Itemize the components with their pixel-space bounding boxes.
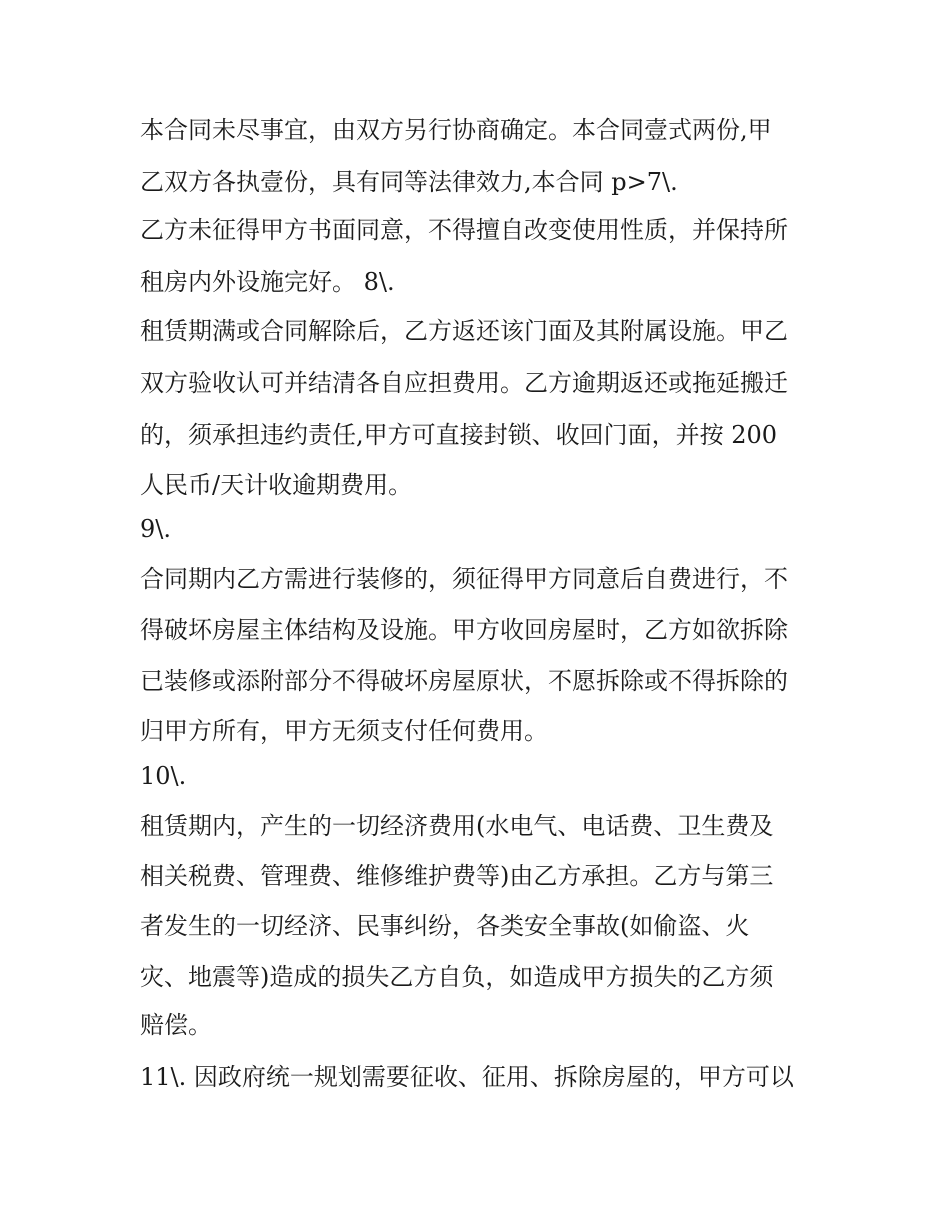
- text-line-20: 11\. 因政府统一规划需要征收、征用、拆除房屋的，甲方可以: [140, 1063, 794, 1091]
- text-line-19: 赔偿。: [140, 1011, 212, 1039]
- text-line-5: 租赁期满或合同解除后，乙方返还该门面及其附属设施。甲乙: [140, 317, 788, 345]
- text-line-1: 本合同未尽事宜，由双方另行协商确定。本合同壹式两份,甲: [140, 116, 772, 144]
- text-line-6: 双方验收认可并结清各自应担费用。乙方逾期返还或拖延搬迁: [140, 369, 788, 397]
- text-line-14: 10\.: [140, 762, 187, 790]
- text-line-7: 的，须承担违约责任,甲方可直接封锁、收回门面，并按 200: [140, 421, 778, 449]
- text-line-17: 者发生的一切经济、民事纠纷，各类安全事故(如偷盗、火: [140, 912, 750, 940]
- text-line-18: 灾、地震等)造成的损失乙方自负，如造成甲方损失的乙方须: [140, 963, 774, 991]
- text-line-11: 得破坏房屋主体结构及设施。甲方收回房屋时，乙方如欲拆除: [140, 616, 788, 644]
- text-line-10: 合同期内乙方需进行装修的，须征得甲方同意后自费进行，不: [140, 565, 788, 593]
- text-line-15: 租赁期内，产生的一切经济费用(水电气、电话费、卫生费及: [140, 812, 774, 840]
- text-line-4: 租房内外设施完好。 8\.: [140, 268, 395, 296]
- text-line-2: 乙双方各执壹份，具有同等法律效力,本合同 p>7\.: [140, 168, 678, 196]
- text-line-13: 归甲方所有，甲方无须支付任何费用。: [140, 717, 548, 745]
- text-line-8: 人民币/天计收逾期费用。: [140, 471, 413, 499]
- text-line-3: 乙方未征得甲方书面同意，不得擅自改变使用性质，并保持所: [140, 216, 788, 244]
- text-line-12: 已装修或添附部分不得破坏房屋原状，不愿拆除或不得拆除的: [140, 667, 788, 695]
- text-line-16: 相关税费、管理费、维修维护费等)由乙方承担。乙方与第三: [140, 862, 774, 890]
- text-line-9: 9\.: [140, 515, 171, 543]
